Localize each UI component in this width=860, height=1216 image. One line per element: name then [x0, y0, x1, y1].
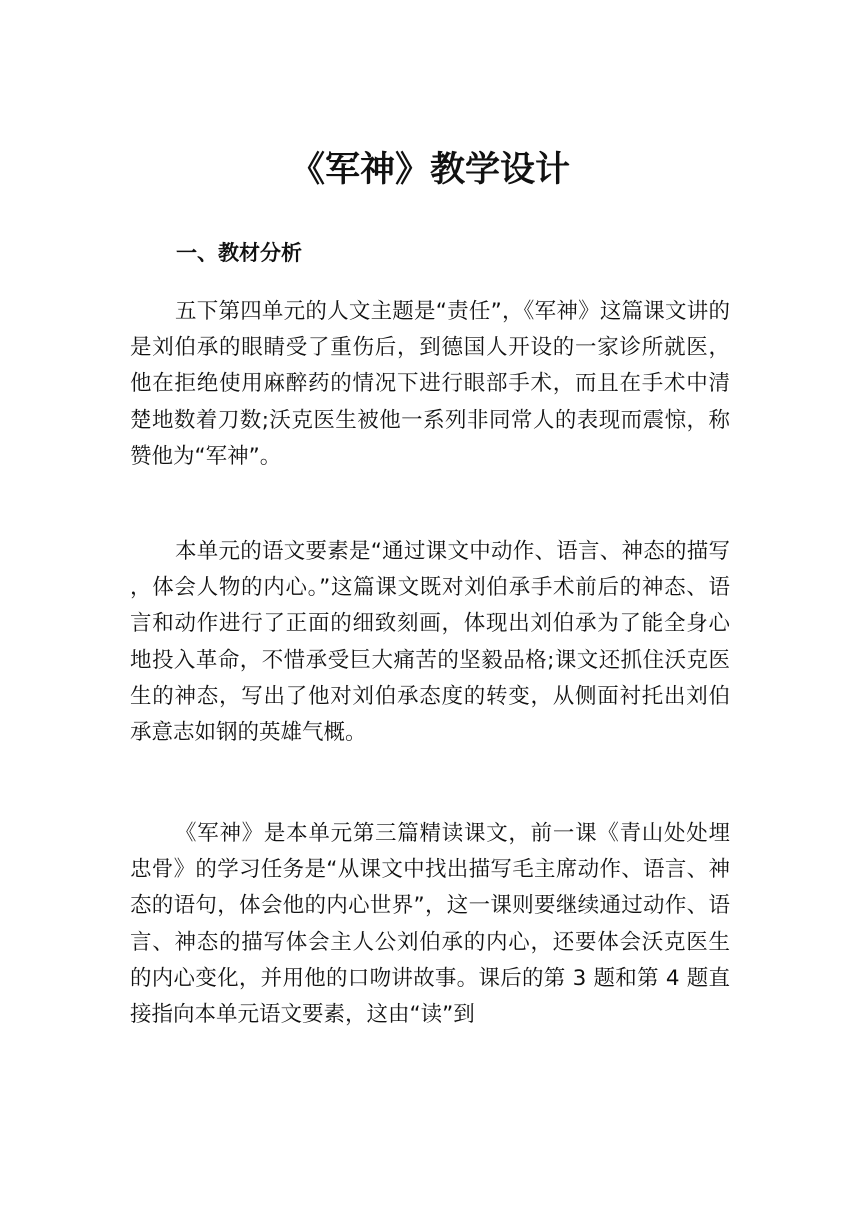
document-title: 《军神》教学设计 — [289, 150, 570, 190]
paragraph: 《军神》是本单元第三篇精读课文，前一课《青山处处埋忠骨》的学习任务是“从课文中找出描写毛主席动作、语言、神态的语句，体会他的内心世界”，这一课则要继续通过动作、语言、神态的描写体会主人公刘伯承的内心，还要体会沃克医生的内心变化，并用他的口吻讲故事。课后的第 3 题和第 4 题直接指向本单元语文要素，这由“读”到 — [130, 821, 730, 1028]
section-heading: 一、教材分析 — [176, 241, 302, 265]
paragraph: 五下第四单元的人文主题是“责任”，《军神》这篇课文讲的是刘伯承的眼睛受了重伤后，到德国人开设的一家诊所就医，他在拒绝使用麻醉药的情况下进行眼部手术，而且在手术中清楚地数着刀数;沃克医生被他一系列非同常人的表现而震惊，称赞他为“军神”。 — [130, 299, 730, 469]
paragraph: 本单元的语文要素是“通过课文中动作、语言、神态的描写，体会人物的内心。”这篇课文既对刘伯承手术前后的神态、语言和动作进行了正面的细致刻画，体现出刘伯承为了能全身心地投入革命，不惜承受巨大痛苦的坚毅品格;课文还抓住沃克医生的神态，写出了他对刘伯承态度的转变，从侧面衬托出刘伯承意志如钢的英雄气概。 — [130, 539, 730, 746]
